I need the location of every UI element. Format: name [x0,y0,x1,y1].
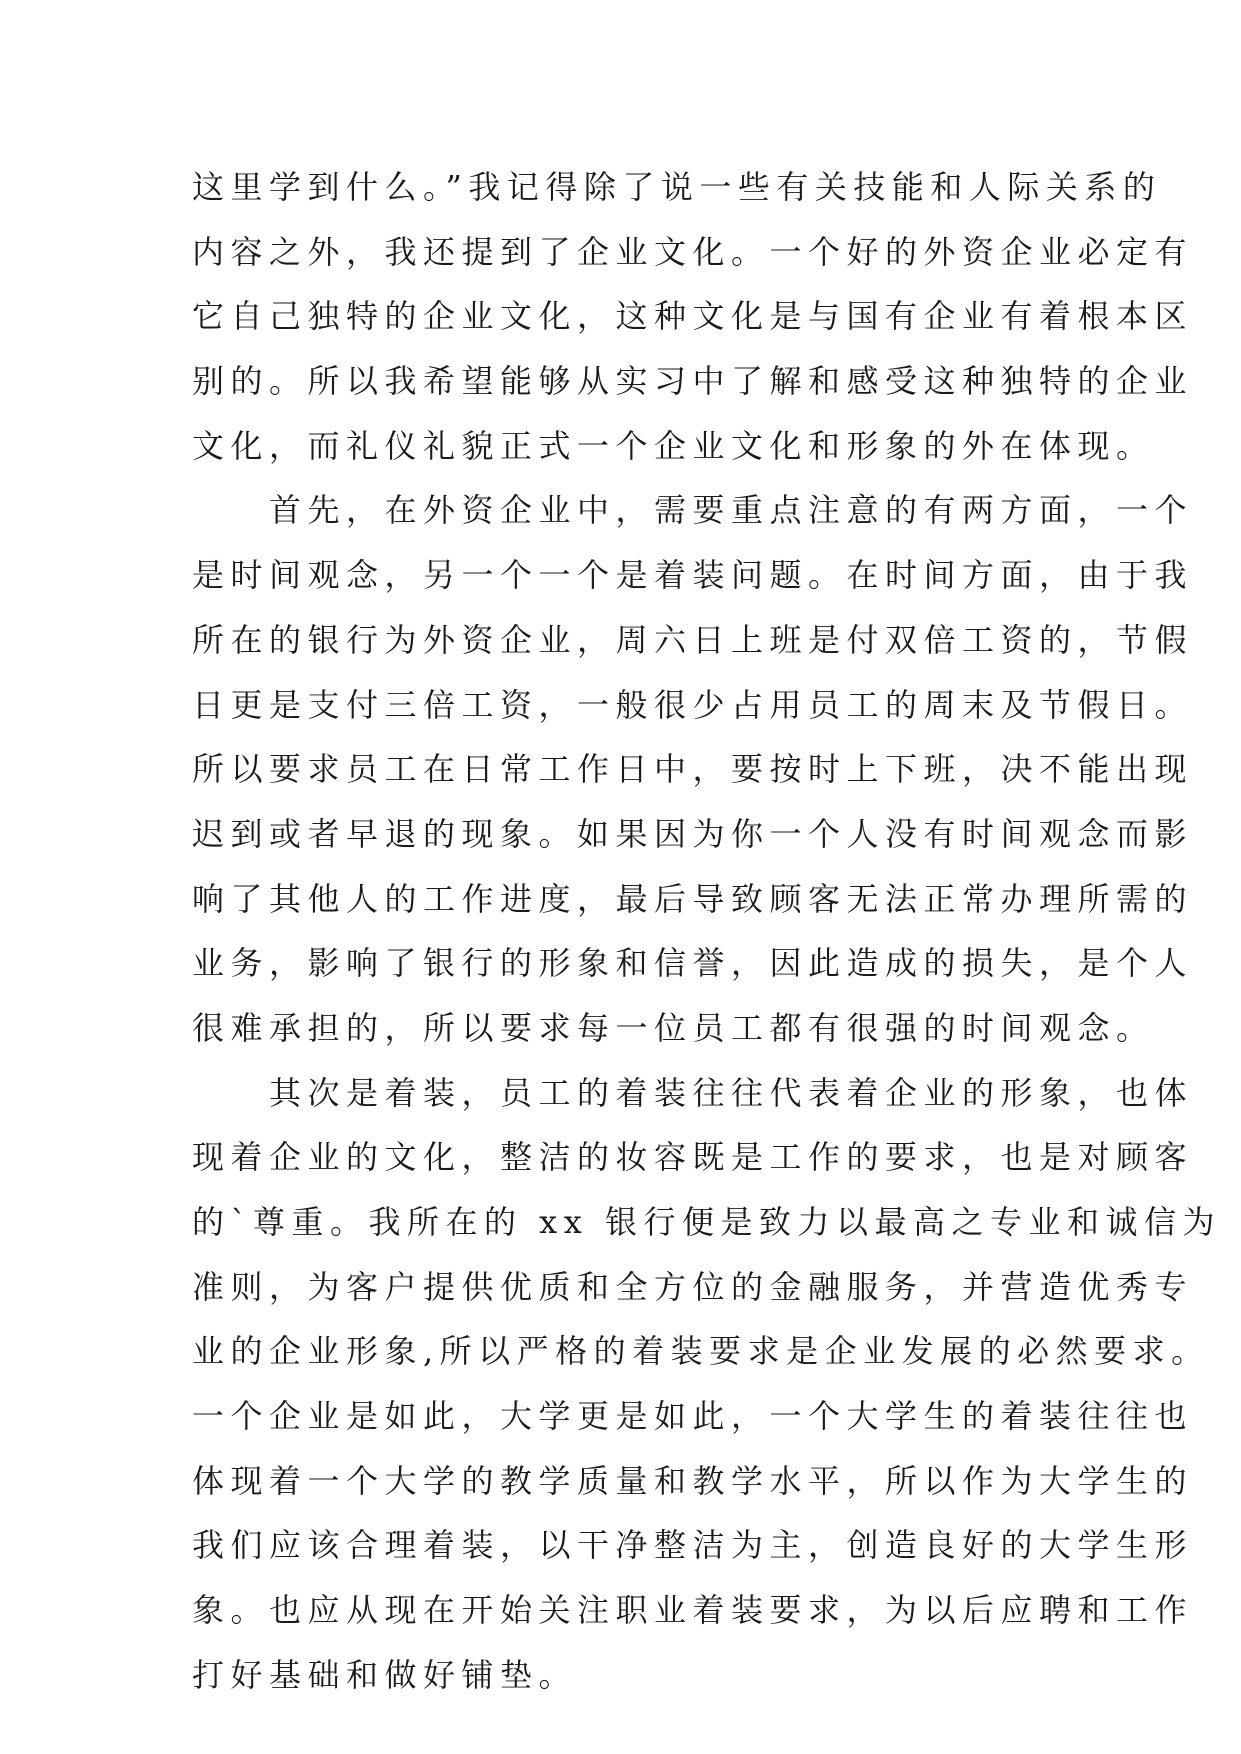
text-line: 迟到或者早退的现象。如果因为你一个人没有时间观念而影 [192,814,1194,853]
text-line: 文化，而礼仪礼貌正式一个企业文化和形象的外在体现。 [192,426,1155,465]
text-line: 响了其他人的工作进度，最后导致顾客无法正常办理所需的 [192,879,1194,918]
text-line: 是时间观念，另一个一个是着装问题。在时间方面，由于我 [192,556,1194,595]
text-line: 日更是支付三倍工资，一般很少占用员工的周末及节假日。 [192,685,1194,724]
text-line: 体现着一个大学的教学质量和教学水平，所以作为大学生的 [192,1461,1194,1500]
text-line: 所以要求员工在日常工作日中，要按时上下班，决不能出现 [192,750,1194,789]
text-line: 准则，为客户提供优质和全方位的金融服务，并营造优秀专 [192,1267,1194,1306]
text-line: 所在的银行为外资企业，周六日上班是付双倍工资的，节假 [192,620,1194,659]
text-line: 这里学到什么。”我记得除了说一些有关技能和人际关系的 [192,168,1162,206]
text-line: 一个企业是如此，大学更是如此，一个大学生的着装往往也 [192,1397,1194,1436]
text-line: 的`尊重。我所在的 xx 银行便是致力以最高之专业和诚信为 [192,1203,1221,1241]
text-line: 别的。所以我希望能够从实习中了解和感受这种独特的企业 [192,362,1194,401]
text-line: 打好基础和做好铺垫。 [192,1655,578,1694]
text-line: 业务，影响了银行的形象和信誉，因此造成的损失，是个人 [192,944,1194,983]
text-line: 首先，在外资企业中，需要重点注意的有两方面，一个 [192,491,1194,530]
text-line: 现着企业的文化，整洁的妆容既是工作的要求，也是对顾客 [192,1138,1194,1177]
text-line: 很难承担的，所以要求每一位员工都有很强的时间观念。 [192,1008,1155,1047]
text-line: 内容之外，我还提到了企业文化。一个好的外资企业必定有 [192,232,1194,271]
text-line: 业的企业形象,所以严格的着装要求是企业发展的必然要求。 [192,1332,1210,1371]
document-body [192,155,1221,1708]
text-line: 我们应该合理着装，以干净整洁为主，创造良好的大学生形 [192,1526,1194,1565]
text-line: 象。也应从现在开始关注职业着装要求，为以后应聘和工作 [192,1591,1194,1630]
text-line: 它自己独特的企业文化，这种文化是与国有企业有着根本区 [192,297,1194,336]
text-line: 其次是着装，员工的着装往往代表着企业的形象，也体 [192,1073,1194,1112]
